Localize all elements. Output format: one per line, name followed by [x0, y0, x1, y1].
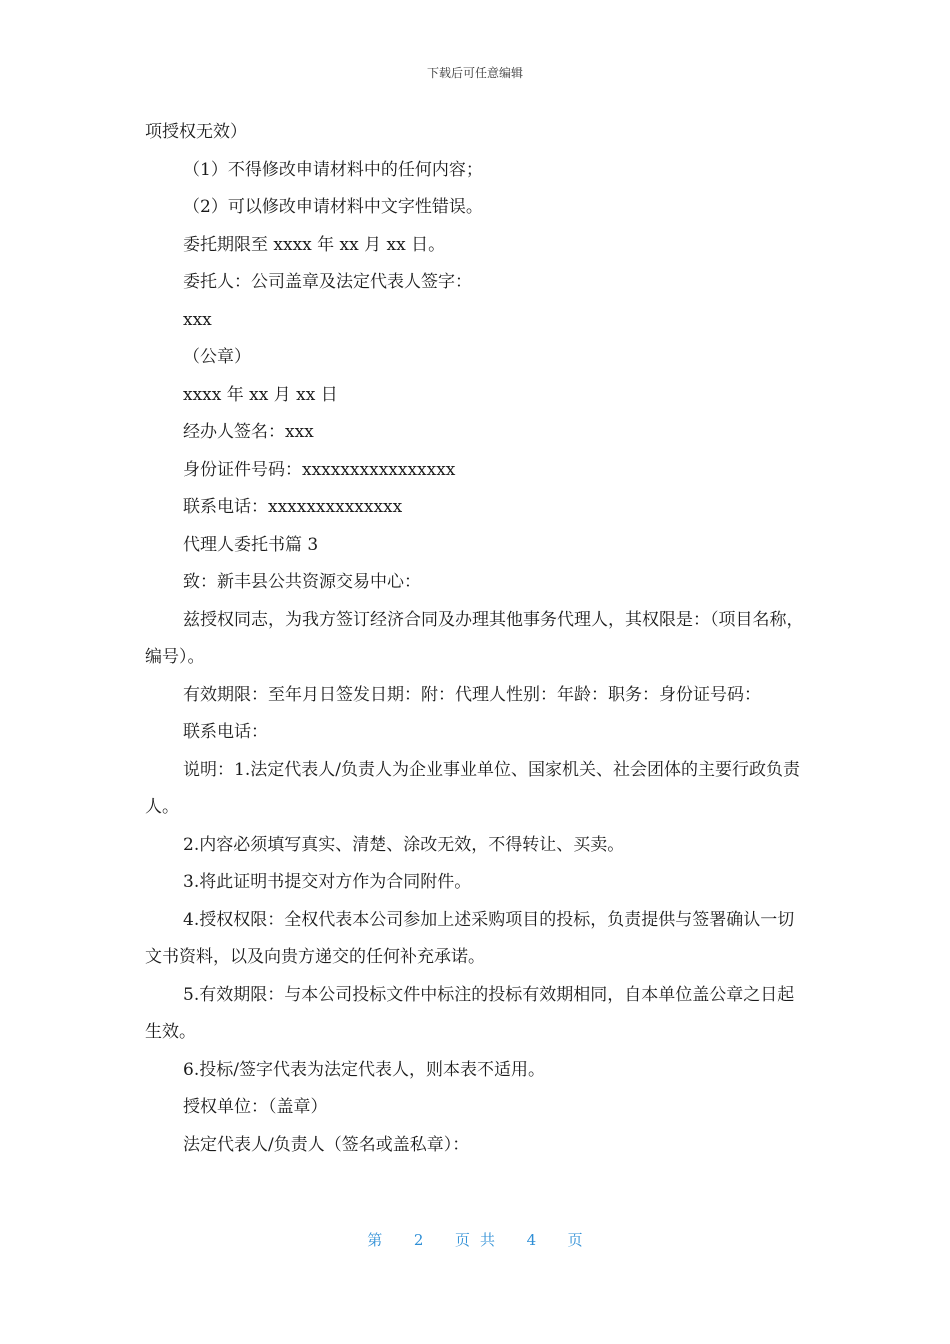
paragraph: 有效期限：至年月日签发日期：附：代理人性别：年龄：职务：身份证号码： — [183, 684, 761, 705]
paragraph: 法定代表人/负责人（签名或盖私章）： — [183, 1134, 470, 1155]
paragraph: 6.投标/签字代表为法定代表人，则本表不适用。 — [183, 1059, 545, 1080]
paragraph: 经办人签名：xxx — [183, 422, 314, 442]
paragraph: xxx — [183, 309, 212, 330]
paragraph: 致：新丰县公共资源交易中心： — [183, 572, 421, 592]
footer-suffix: 页 — [567, 1231, 583, 1249]
paragraph: 委托人：公司盖章及法定代表人签字： — [183, 272, 472, 292]
paragraph: 项授权无效） — [145, 122, 247, 142]
footer-prefix: 第 — [367, 1231, 383, 1249]
paragraph: 2.内容必须填写真实、清楚、涂改无效，不得转让、买卖。 — [183, 834, 625, 855]
paragraph: 3.将此证明书提交对方作为合同附件。 — [183, 872, 472, 892]
page-header: 下载后可任意编辑 — [426, 66, 523, 80]
paragraph: 4.授权权限：全权代表本公司参加上述采购项目的投标，负责提供与签署确认一切文书资料，以及向贵方递交的任何补充承诺。 — [145, 909, 795, 967]
footer-total-pages: 4 — [526, 1231, 537, 1249]
section-title: 代理人委托书篇 3 — [183, 534, 319, 555]
footer-page-number: 2 — [413, 1231, 424, 1249]
paragraph: 身份证件号码：xxxxxxxxxxxxxxxx — [183, 459, 456, 480]
paragraph: 5.有效期限：与本公司投标文件中标注的投标有效期相同，自本单位盖公章之日起生效。 — [145, 984, 795, 1042]
paragraph: （公章） — [183, 347, 251, 367]
paragraph: （2）可以修改申请材料中文字性错误。 — [183, 197, 483, 217]
document-body — [145, 114, 810, 1164]
footer-middle: 页共 — [454, 1231, 505, 1249]
paragraph: （1）不得修改申请材料中的任何内容； — [183, 159, 483, 180]
paragraph: 委托期限至 xxxx 年 xx 月 xx 日。 — [183, 234, 446, 255]
paragraph: 兹授权同志，为我方签订经济合同及办理其他事务代理人，其权限是：（项目名称，编号）。 — [145, 609, 804, 667]
paragraph: 联系电话： — [183, 722, 268, 742]
paragraph: 授权单位：（盖章） — [183, 1097, 328, 1117]
paragraph: xxxx 年 xx 月 xx 日 — [183, 384, 338, 405]
paragraph: 联系电话：xxxxxxxxxxxxxx — [183, 497, 403, 517]
page-footer — [0, 1229, 950, 1250]
paragraph: 说明：1.法定代表人/负责人为企业事业单位、国家机关、社会团体的主要行政负责人。 — [145, 759, 800, 817]
